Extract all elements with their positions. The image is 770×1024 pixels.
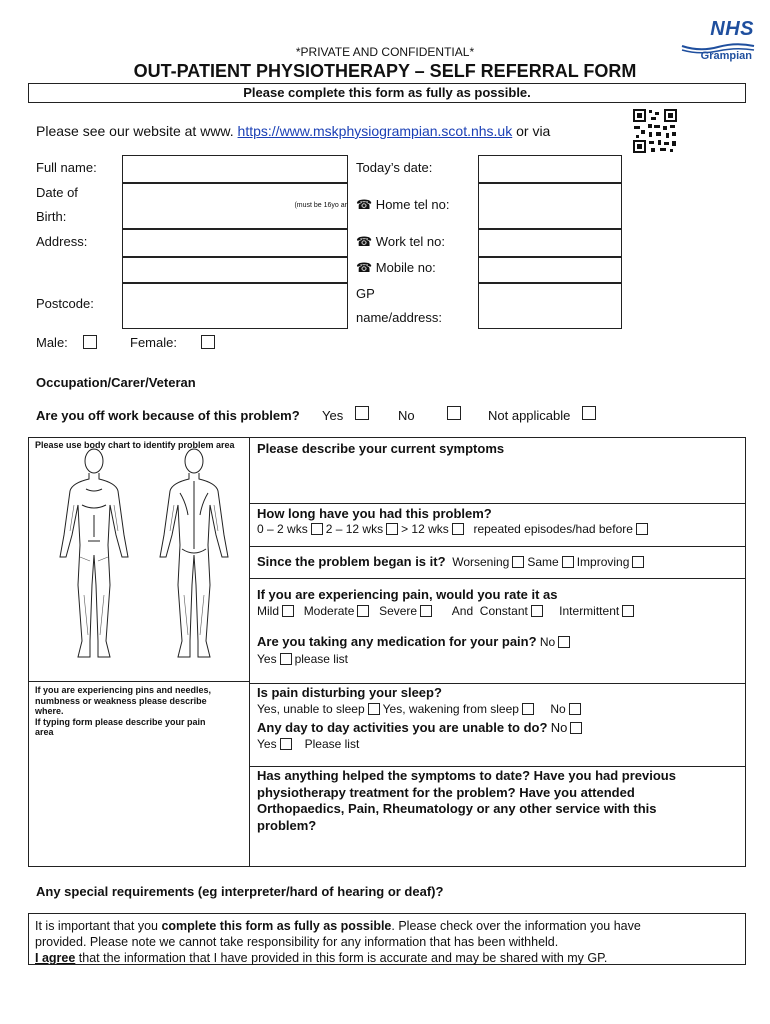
body-chart-instruction: Please use body chart to identify problem area: [35, 440, 235, 450]
activities-row: [257, 720, 585, 735]
helped-line: problem?: [257, 817, 317, 833]
declaration-emphasis: complete this form as fully as possible: [161, 919, 392, 933]
since-row: [257, 554, 647, 569]
severe-checkbox[interactable]: [420, 605, 432, 617]
row-divider: [249, 683, 746, 684]
subtitle: Please complete this form as fully as possible.: [243, 85, 531, 100]
declaration-line-3: [35, 950, 739, 966]
row-divider: [249, 766, 746, 767]
off-work-na-checkbox[interactable]: [582, 406, 596, 420]
sleep-no-label: No: [550, 702, 566, 716]
dob-label-2: Birth:: [36, 209, 67, 224]
activities-question: Any day to day activities you are unable to do?: [257, 720, 548, 735]
and-label: And: [451, 604, 474, 618]
declaration-line-1: [35, 918, 739, 934]
how-long-opt1-label: 0 – 2 wks: [257, 522, 308, 536]
mobile-field[interactable]: [478, 257, 622, 283]
off-work-no-label: No: [398, 408, 415, 423]
male-label: Male:: [36, 335, 68, 350]
sleep-opt1-checkbox[interactable]: [368, 703, 380, 715]
sleep-opt2-checkbox[interactable]: [522, 703, 534, 715]
body-back-figure[interactable]: [148, 445, 240, 670]
address-label: Address:: [36, 234, 88, 249]
activities-yes-checkbox[interactable]: [280, 738, 292, 750]
off-work-question: Are you off work because of this problem?: [36, 408, 300, 423]
row-divider: [249, 503, 746, 504]
how-long-question: How long have you had this problem?: [257, 506, 492, 521]
sleep-opt1-label: Yes, unable to sleep: [257, 702, 365, 716]
off-work-yes-label: Yes: [322, 408, 344, 423]
off-work-yes-checkbox[interactable]: [355, 406, 369, 420]
female-checkbox[interactable]: [201, 335, 215, 349]
postcode-field[interactable]: [122, 283, 348, 329]
postcode-label: Postcode:: [36, 296, 94, 311]
helped-line: physiotherapy treatment for the problem? Have you attended: [257, 784, 635, 800]
mobile-label: ☎ Mobile no:: [356, 260, 436, 275]
home-tel-field[interactable]: [478, 183, 622, 229]
declaration-text: It is important that you: [35, 919, 162, 933]
pins-note-line: If you are experiencing pins and needles,: [35, 685, 212, 695]
dob-field[interactable]: [122, 183, 348, 229]
male-checkbox[interactable]: [83, 335, 97, 349]
how-long-opt2-label: 2 – 12 wks: [325, 522, 384, 536]
declaration-text: that the information that I have provided in this form is accurate and may be shared with my GP.: [75, 951, 608, 965]
agree-label: I agree: [35, 951, 76, 965]
female-label: Female:: [130, 335, 177, 350]
sleep-options: [257, 702, 584, 716]
nhs-region: Grampian: [700, 50, 752, 62]
nhs-logo-text: NHS: [710, 18, 754, 40]
pain-question: If you are experiencing pain, would you rate it as: [257, 587, 558, 602]
gp-label-2: name/address:: [356, 310, 442, 325]
helped-line: Has anything helped the symptoms to date? Have you had previous: [257, 768, 676, 783]
mild-label: Mild: [257, 604, 280, 618]
intermittent-checkbox[interactable]: [622, 605, 634, 617]
off-work-na-label: Not applicable: [488, 408, 571, 423]
constant-label: Constant: [479, 604, 528, 618]
page-title: OUT-PATIENT PHYSIOTHERAPY – SELF REFERRAL FORM: [133, 61, 637, 81]
medication-list-label: please list: [294, 652, 348, 666]
since-question: Since the problem began is it?: [257, 554, 446, 569]
medication-yes-label: Yes: [257, 652, 277, 666]
medication-yes-row: [257, 652, 348, 666]
address-field-2[interactable]: [122, 257, 348, 283]
activities-no-checkbox[interactable]: [570, 722, 582, 734]
gp-label-1: GP: [356, 286, 375, 301]
chart-divider: [28, 681, 250, 682]
medication-yes-checkbox[interactable]: [280, 653, 292, 665]
confidential-label: *PRIVATE AND CONFIDENTIAL*: [295, 45, 475, 59]
pins-note-line: area: [35, 727, 54, 737]
pins-note: [35, 685, 247, 738]
same-label: Same: [527, 555, 559, 569]
activities-yes-label: Yes: [257, 737, 277, 751]
website-prefix: Please see our website at www.: [36, 123, 238, 139]
subtitle-banner: [28, 83, 746, 103]
improving-checkbox[interactable]: [632, 556, 644, 568]
todays-date-label: Today’s date:: [356, 160, 433, 175]
gp-field[interactable]: [478, 283, 622, 329]
grid-divider: [249, 437, 250, 867]
todays-date-field[interactable]: [478, 155, 622, 183]
activities-no-label: No: [550, 720, 568, 735]
qr-code[interactable]: [632, 108, 678, 154]
worsening-label: Worsening: [452, 555, 510, 569]
off-work-row: [36, 408, 300, 423]
body-front-figure[interactable]: [48, 445, 140, 670]
how-long-opt4-label: repeated episodes/had before: [473, 522, 633, 536]
pins-note-line: where.: [35, 706, 64, 716]
helped-line: Orthopaedics, Pain, Rheumatology or any other service with this: [257, 801, 657, 816]
occupation-label: Occupation/Carer/Veteran: [36, 375, 196, 390]
medication-no-checkbox[interactable]: [558, 636, 570, 648]
how-long-options: [257, 522, 651, 536]
off-work-no-checkbox[interactable]: [447, 406, 461, 420]
home-tel-label: ☎ Home tel no:: [356, 197, 450, 212]
work-tel-field[interactable]: [478, 229, 622, 257]
pins-note-line: If typing form please describe your pain: [35, 716, 206, 727]
website-link[interactable]: https://www.mskphysiogrampian.scot.nhs.uk: [237, 123, 513, 139]
pins-note-line: numbness or weakness please describe: [35, 695, 207, 706]
how-long-opt3-label: > 12 wks: [401, 522, 449, 536]
activities-list-label: Please list: [304, 737, 360, 751]
intermittent-label: Intermittent: [559, 604, 620, 618]
address-field-1[interactable]: [122, 229, 348, 257]
improving-label: Improving: [576, 555, 630, 569]
moderate-checkbox[interactable]: [357, 605, 369, 617]
worsening-checkbox[interactable]: [512, 556, 524, 568]
declaration-box: [28, 913, 746, 965]
sleep-opt2-label: Yes, wakening from sleep: [382, 702, 519, 716]
severe-label: Severe: [379, 604, 418, 618]
row-divider: [249, 578, 746, 579]
medication-question: Are you taking any medication for your pain?: [257, 634, 537, 649]
row-divider: [249, 546, 746, 547]
sleep-question: Is pain disturbing your sleep?: [257, 685, 442, 700]
website-suffix: or via: [512, 123, 551, 139]
work-tel-label: ☎ Work tel no:: [356, 234, 445, 249]
age-note: (must be 16yo ar: [294, 202, 347, 209]
nhs-logo: [676, 18, 758, 66]
website-line: [36, 123, 550, 139]
full-name-label: Full name:: [36, 160, 97, 175]
how-long-opt4-checkbox[interactable]: [636, 523, 648, 535]
describe-symptoms-field[interactable]: [252, 458, 742, 500]
how-long-opt2-checkbox[interactable]: [386, 523, 398, 535]
constant-checkbox[interactable]: [531, 605, 543, 617]
full-name-field[interactable]: [122, 155, 348, 183]
medication-row: [257, 634, 573, 649]
helped-question: [257, 768, 676, 834]
describe-symptoms-label: Please describe your current symptoms: [257, 441, 505, 456]
special-requirements-label: Any special requirements (eg interpreter/hard of hearing or deaf)?: [36, 884, 444, 899]
how-long-opt3-checkbox[interactable]: [452, 523, 464, 535]
medication-no-label: No: [539, 635, 556, 649]
how-long-opt1-checkbox[interactable]: [311, 523, 323, 535]
declaration-line-2: provided. Please note we cannot take responsibility for any information that has been withheld.: [35, 935, 559, 949]
same-checkbox[interactable]: [562, 556, 574, 568]
activities-yes-row: [257, 737, 359, 751]
qr-code-icon: [632, 108, 678, 154]
declaration-text: . Please check over the information you have: [391, 919, 641, 933]
mild-checkbox[interactable]: [282, 605, 294, 617]
pain-options: [257, 604, 637, 618]
dob-label-1: Date of: [36, 185, 78, 200]
sleep-no-checkbox[interactable]: [569, 703, 581, 715]
moderate-label: Moderate: [303, 604, 355, 618]
